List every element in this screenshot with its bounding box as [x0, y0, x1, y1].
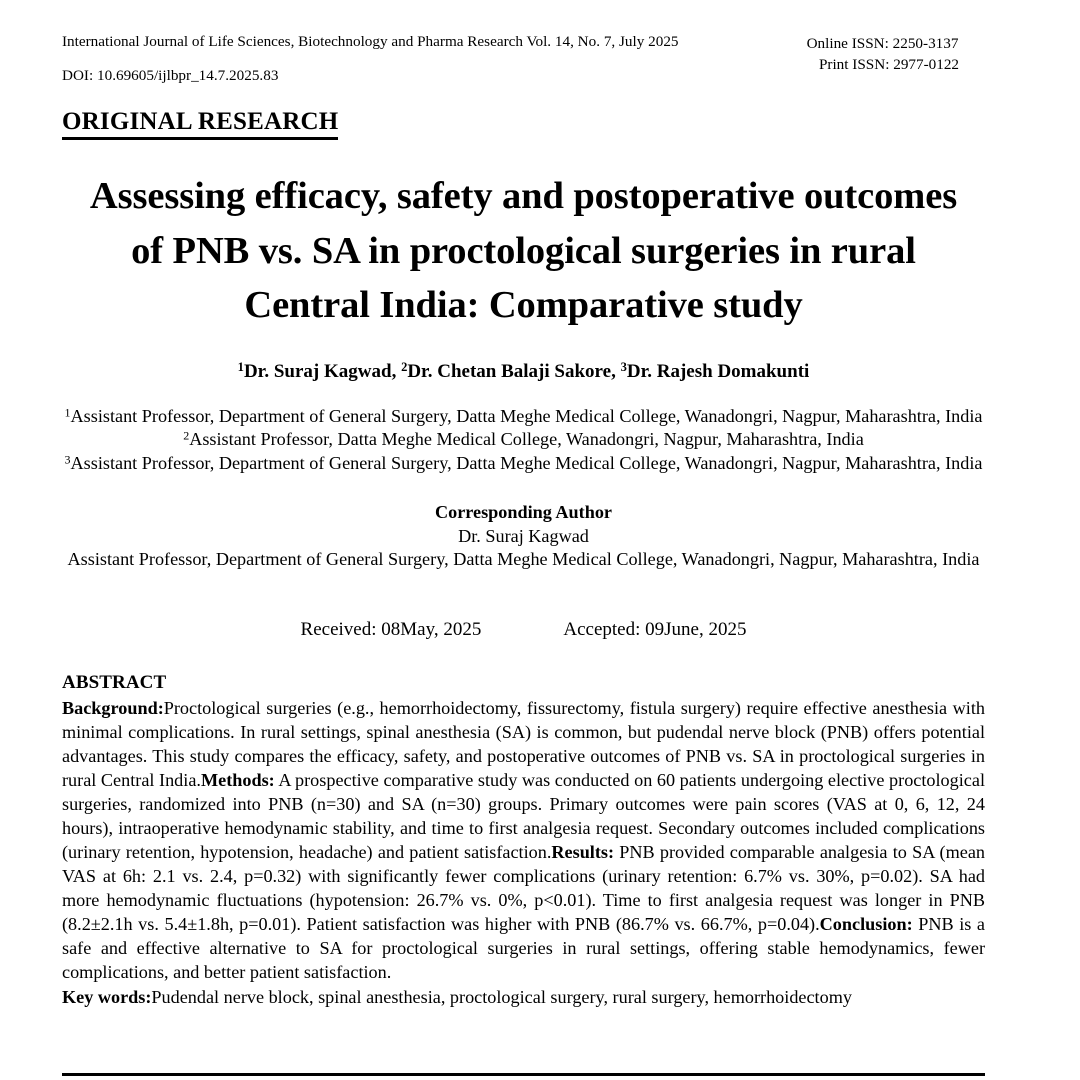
- doi-line: DOI: 10.69605/ijlbpr_14.7.2025.83: [62, 67, 279, 84]
- abstract-text-methods: A prospective comparative study was conducted on 60 patients undergoing elective proctological surgeries, randomized into PNB (n=30) and SA (n=30) groups. Primary outcomes were pain scores (VAS at 0, 6, 12, 24 hours), intraoperative hemodynamic stability, and time to first analgesia request. Secondary outcomes included complications (urinary retention, hypotension, headache) and patient satisfaction.: [62, 769, 985, 862]
- author-name: Dr. Chetan Balaji Sakore: [407, 360, 612, 382]
- affiliation-item: [62, 452, 985, 475]
- abstract-label-background: Background:: [62, 697, 164, 718]
- affiliation-marker: 3: [64, 452, 71, 467]
- author-marker: 3: [620, 360, 627, 375]
- affiliation-text: Assistant Professor, Department of General Surgery, Datta Meghe Medical College, Wanadongri, Nagpur, Maharashtra, India: [70, 452, 983, 473]
- affiliation-item: [62, 428, 985, 451]
- article-type-heading: ORIGINAL RESEARCH: [62, 108, 338, 140]
- keywords-label: Key words:: [62, 986, 152, 1007]
- issn-block: [775, 33, 990, 75]
- author-list: [62, 360, 985, 385]
- corresponding-author-name: Dr. Suraj Kagwad: [458, 525, 589, 546]
- affiliation-item: [62, 405, 985, 428]
- article-dates: [62, 618, 985, 643]
- affiliation-text: Assistant Professor, Datta Meghe Medical College, Wanadongri, Nagpur, Maharashtra, India: [189, 429, 864, 450]
- author-item: [621, 361, 810, 382]
- abstract-section: [62, 672, 985, 1009]
- affiliation-list: [62, 405, 985, 475]
- page-title: Assessing efficacy, safety and postoperative outcomes of PNB vs. SA in proctological surgeries in rural Central India: Comparative study: [89, 175, 958, 327]
- page-bottom-rule: [62, 1073, 985, 1076]
- abstract-label-results: Results:: [551, 841, 615, 862]
- corresponding-author-affiliation: Assistant Professor, Department of General Surgery, Datta Meghe Medical College, Wanadongri, Nagpur, Maharashtra, India: [67, 549, 980, 569]
- affiliation-marker: 1: [64, 405, 71, 420]
- online-issn: Online ISSN: 2250-3137: [806, 35, 959, 52]
- author-separator: ,: [391, 360, 402, 382]
- print-issn: Print ISSN: 2977-0122: [818, 56, 960, 73]
- author-name: Dr. Suraj Kagwad: [243, 360, 392, 382]
- corresponding-author-block: [62, 501, 985, 571]
- author-item: [401, 361, 611, 382]
- corresponding-author-heading: Corresponding Author: [434, 502, 613, 523]
- author-marker: 2: [401, 360, 408, 375]
- keywords-text: Pudendal nerve block, spinal anesthesia, proctological surgery, rural surgery, hemorrhoidectomy: [151, 986, 852, 1007]
- journal-running-head: International Journal of Life Sciences, Biotechnology and Pharma Research Vol. 14, No. 7, July 2025: [62, 33, 679, 50]
- keywords-line: [62, 985, 985, 1009]
- abstract-label-conclusion: Conclusion:: [819, 913, 913, 934]
- abstract-body: [62, 696, 985, 984]
- abstract-heading: ABSTRACT: [62, 672, 167, 694]
- accepted-date: Accepted: 09June, 2025: [563, 619, 747, 641]
- author-marker: 1: [237, 360, 244, 375]
- author-item: [238, 361, 392, 382]
- author-name: Dr. Rajesh Domakunti: [626, 360, 810, 382]
- abstract-label-methods: Methods:: [200, 769, 275, 790]
- abstract-text-results: PNB provided comparable analgesia to SA (mean VAS at 6h: 2.1 vs. 2.4, p=0.32) with significantly fewer complications (urinary retention: 6.7% vs. 30%, p=0.02). SA had more hemodynamic fluctuations (hypotension: 26.7% vs. 0%, p<0.01). Time to first analgesia request was longer in PNB (8.2±2.1h vs. 5.4±1.8h, p=0.01). Patient satisfaction was higher with PNB (86.7% vs. 66.7%, p=0.04).: [62, 841, 985, 934]
- masthead: [62, 32, 985, 94]
- abstract-text-conclusion: PNB is a safe and effective alternative to SA for proctological surgeries in rural settings, offering stable hemodynamics, fewer complications, and better patient satisfaction.: [62, 913, 985, 982]
- author-separator: ,: [611, 360, 621, 382]
- affiliation-text: Assistant Professor, Department of General Surgery, Datta Meghe Medical College, Wanadongri, Nagpur, Maharashtra, India: [70, 405, 983, 426]
- affiliation-marker: 2: [183, 428, 190, 443]
- received-date: Received: 08May, 2025: [300, 619, 482, 641]
- abstract-text-background: Proctological surgeries (e.g., hemorrhoidectomy, fissurectomy, fistula surgery) require effective anesthesia with minimal complications. In rural settings, spinal anesthesia (SA) is common, but pudendal nerve block (PNB) offers potential advantages. This study compares the efficacy, safety, and postoperative outcomes of PNB vs. SA in proctological surgeries in rural Central India.: [62, 697, 985, 790]
